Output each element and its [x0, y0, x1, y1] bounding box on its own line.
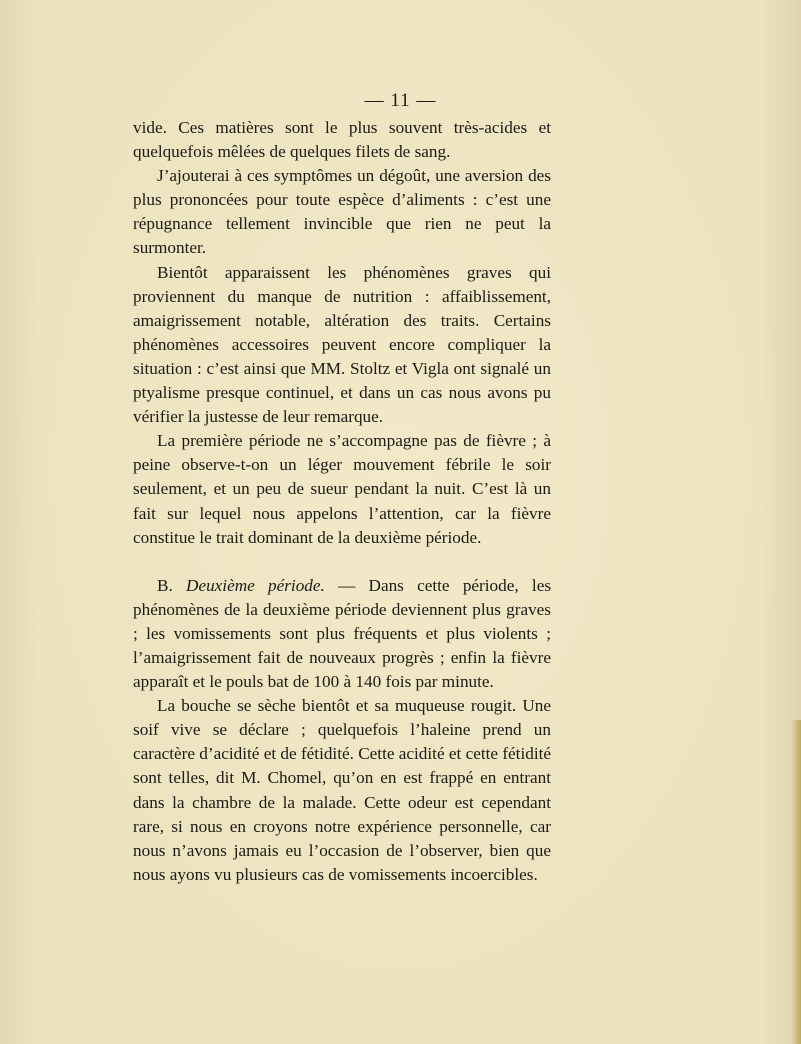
paragraph-1: vide. Ces matières sont le plus souvent très-acides et quelquefois mêlées de quelques filets de sang. [133, 118, 551, 162]
paragraph-5-text: — Dans cette période, les phénomènes de la deuxième période deviennent plus graves ; les vomissements sont plus fréquents et plus violents ; l’amaigrissement fait de nouveaux progrès ; enfin la fièvre apparaît et le pouls bat de 100 à 140 fois par minute. [133, 575, 552, 692]
body-text [133, 116, 551, 887]
section-heading: Deuxième période. [186, 575, 325, 595]
page-edge-shadow [791, 720, 801, 1044]
paragraph-2: J’ajouterai à ces symptômes un dégoût, une aversion des plus prononcées pour toute espèce d’aliments : c’est une répugnance tellement invincible que rien ne peut la surmonter. [133, 166, 551, 258]
paragraph-5 [133, 574, 551, 694]
page-number: — 11 — [364, 90, 437, 111]
paragraph-4: La première période ne s’accompagne pas de fièvre ; à peine observe-t-on un léger mouvement fébrile le soir seulement, et un peu de sueur pendant la nuit. C’est là un fait sur lequel nous appelons l’attention, car la fièvre constitue le trait dominant de la deuxième période. [133, 431, 551, 547]
paragraph-6: La bouche se sèche bientôt et sa muqueuse rougit. Une soif vive se déclare ; quelquefois l’haleine prend un caractère d’acidité et de fétidité. Cette acidité et cette fétidité sont telles, dit M. Chomel, qu’on en est frappé en entrant dans la chambre de la malade. Cette odeur est cependant rare, si nous en croyons notre expérience personnelle, car nous n’avons jamais eu l’occasion de l’observer, bien que nous ayons vu plusieurs cas de vomissements incoercibles. [133, 696, 551, 884]
paragraph-3: Bientôt apparaissent les phénomènes graves qui proviennent du manque de nutrition : affaiblissement, amaigrissement notable, altération des traits. Certains phénomènes accessoires peuvent encore compliquer la situation : c’est ainsi que MM. Stoltz et Vigla ont signalé un ptyalisme presque continuel, et dans un cas nous avons pu vérifier la justesse de leur remarque. [133, 262, 551, 427]
section-label: B. [157, 575, 173, 595]
